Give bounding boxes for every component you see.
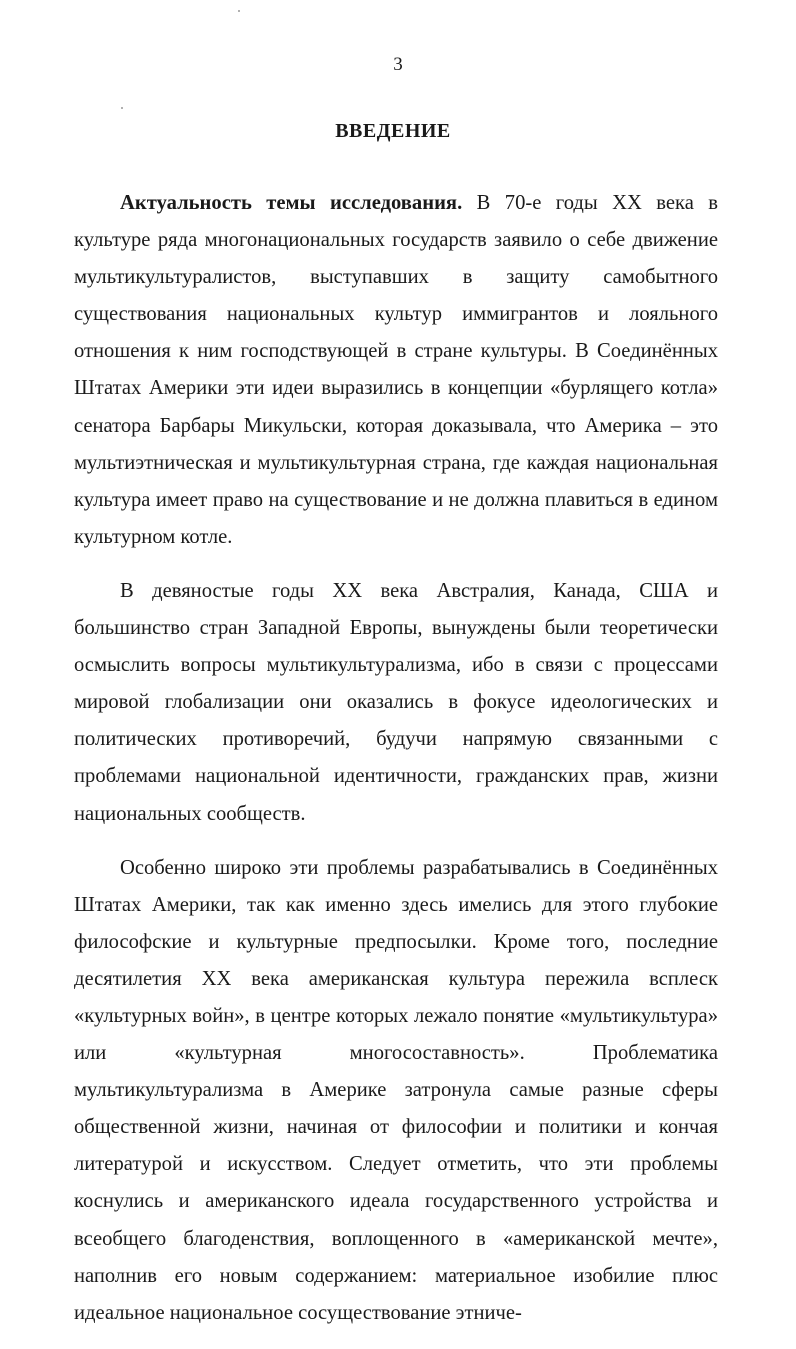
- paragraph-text: В девяностые годы XX века Австралия, Канада, США и большинство стран Западной Европы, вынуждены были теоретически осмыслить вопросы мультикультурализма, ибо в связи с процессами мировой глобализации они оказались в фокусе идеологических и политических противоречий, будучи напрямую связанными с проблемами национальной идентичности, гражданских прав, жизни национальных сообществ.: [74, 579, 718, 825]
- paragraph-lead: Актуальность темы исследования.: [120, 192, 463, 214]
- scan-speck: [238, 10, 240, 12]
- page-number: 3: [393, 54, 403, 75]
- scan-speck: [121, 107, 123, 109]
- section-heading: ВВЕДЕНИЕ: [335, 120, 451, 142]
- paragraph: [74, 573, 718, 833]
- body-text: [74, 185, 718, 1349]
- paragraph: [74, 850, 718, 1332]
- paragraph-text: Особенно широко эти проблемы разрабатывались в Соединённых Штатах Америки, так как именно здесь имелись для этого глубокие философские и культурные предпосылки. Кроме того, последние десятилетия XX века американская культура пережила всплеск «культурных войн», в центре которых лежало понятие «мультикультура» или «культурная многосоставность». Проблематика мультикультурализма в Америке затронула самые разные сферы общественной жизни, начиная от философии и политики и кончая литературой и искусством. Следует отметить, что эти проблемы коснулись и американского идеала государственного устройства и всеобщего благоденствия, воплощенного в «американской мечте», наполнив его новым содержанием: материальное изобилие плюс идеальное национальное сосуществование этниче-: [74, 856, 718, 1324]
- paragraph-text: В 70-е годы XX века в культуре ряда многонациональных государств заявило о себе движение мультикультуралистов, выступавших в защиту самобытного существования национальных культур иммигрантов и лояльного отношения к ним господствующей в стране культуры. В Соединённых Штатах Америки эти идеи выразились в концепции «бурлящего котла» сенатора Барбары Микульски, которая доказывала, что Америка – это мультиэтническая и мультикультурная страна, где каждая национальная культура имеет право на существование и не должна плавиться в едином культурном котле.: [74, 192, 718, 548]
- paragraph: [74, 185, 718, 556]
